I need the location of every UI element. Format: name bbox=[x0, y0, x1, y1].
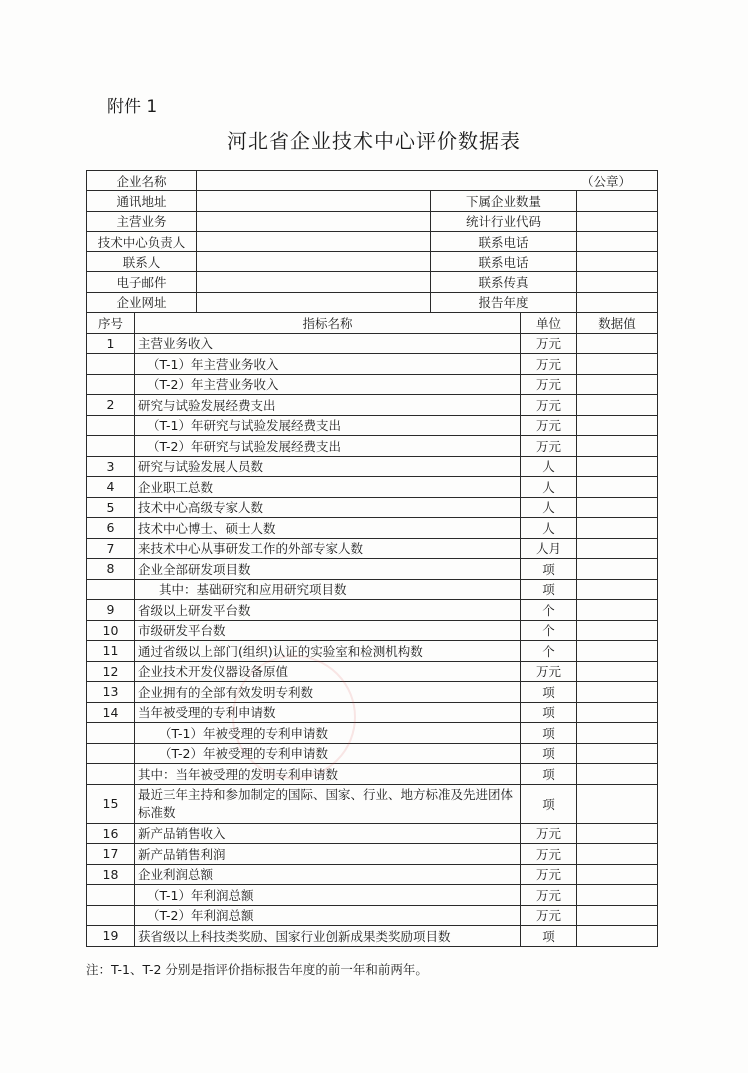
row-indicator-name: 其中：当年被受理的发明专利申请数 bbox=[135, 764, 521, 785]
table-row bbox=[87, 885, 658, 906]
company-name-field[interactable] bbox=[197, 171, 658, 191]
row-unit: 项 bbox=[521, 579, 577, 600]
row-indicator-name: 其中：基础研究和应用研究项目数 bbox=[135, 579, 521, 600]
row-indicator-name: （T-1）年研究与试验发展经费支出 bbox=[135, 415, 521, 436]
address-field[interactable] bbox=[197, 191, 431, 211]
row-seq: 6 bbox=[87, 518, 135, 539]
website-field[interactable] bbox=[197, 292, 431, 312]
row-indicator-name: 省级以上研发平台数 bbox=[135, 600, 521, 621]
row-value-field[interactable] bbox=[577, 764, 658, 785]
row-seq: 19 bbox=[87, 926, 135, 947]
table-row bbox=[87, 477, 658, 498]
table-row bbox=[87, 171, 658, 191]
row-unit: 项 bbox=[521, 764, 577, 785]
row-indicator-name: （T-1）年被受理的专利申请数 bbox=[135, 723, 521, 744]
row-indicator-name: 主营业务收入 bbox=[135, 333, 521, 354]
email-field[interactable] bbox=[197, 272, 431, 292]
row-indicator-name: 技术中心高级专家人数 bbox=[135, 497, 521, 518]
row-seq: 9 bbox=[87, 600, 135, 621]
table-row bbox=[87, 844, 658, 865]
row-seq bbox=[87, 374, 135, 395]
row-indicator-name: （T-2）年被受理的专利申请数 bbox=[135, 743, 521, 764]
row-unit: 项 bbox=[521, 559, 577, 580]
row-unit: 项 bbox=[521, 926, 577, 947]
table-row bbox=[87, 272, 658, 292]
row-seq bbox=[87, 885, 135, 906]
table-row bbox=[87, 926, 658, 947]
row-value-field[interactable] bbox=[577, 538, 658, 559]
row-indicator-name: 来技术中心从事研发工作的外部专家人数 bbox=[135, 538, 521, 559]
row-value-field[interactable] bbox=[577, 661, 658, 682]
row-unit: 万元 bbox=[521, 354, 577, 375]
row-unit: 万元 bbox=[521, 885, 577, 906]
row-indicator-name: 新产品销售收入 bbox=[135, 823, 521, 844]
row-unit: 项 bbox=[521, 702, 577, 723]
center-head-field[interactable] bbox=[197, 231, 431, 251]
table-row bbox=[87, 191, 658, 211]
row-indicator-name: 获省级以上科技类奖励、国家行业创新成果类奖励项目数 bbox=[135, 926, 521, 947]
row-unit: 人 bbox=[521, 497, 577, 518]
subsidiaries-field[interactable] bbox=[577, 191, 658, 211]
seal-stamp bbox=[232, 655, 356, 779]
phone-label: 联系电话 bbox=[431, 231, 577, 251]
row-indicator-name: 企业技术开发仪器设备原值 bbox=[135, 661, 521, 682]
table-row bbox=[87, 497, 658, 518]
header-value: 数据值 bbox=[577, 313, 658, 334]
row-unit: 万元 bbox=[521, 823, 577, 844]
row-unit: 万元 bbox=[521, 395, 577, 416]
row-seq: 12 bbox=[87, 661, 135, 682]
row-unit: 个 bbox=[521, 600, 577, 621]
attachment-label: 附件 1 bbox=[107, 97, 158, 117]
contact-label: 联系人 bbox=[87, 252, 197, 272]
table-row bbox=[87, 559, 658, 580]
company-info-table bbox=[86, 170, 658, 313]
row-indicator-name: 企业职工总数 bbox=[135, 477, 521, 498]
indicator-rows bbox=[87, 333, 658, 946]
table-row bbox=[87, 231, 658, 251]
row-indicator-name: 企业拥有的全部有效发明专利数 bbox=[135, 682, 521, 703]
row-indicator-name: （T-2）年研究与试验发展经费支出 bbox=[135, 436, 521, 457]
row-unit: 万元 bbox=[521, 374, 577, 395]
row-unit: 万元 bbox=[521, 661, 577, 682]
row-seq: 1 bbox=[87, 333, 135, 354]
row-indicator-name: 企业利润总额 bbox=[135, 864, 521, 885]
website-label: 企业网址 bbox=[87, 292, 197, 312]
row-value-field[interactable] bbox=[577, 518, 658, 539]
row-seq bbox=[87, 415, 135, 436]
table-row bbox=[87, 211, 658, 231]
row-unit: 万元 bbox=[521, 436, 577, 457]
row-indicator-name: 市级研发平台数 bbox=[135, 620, 521, 641]
indicator-table bbox=[86, 312, 658, 947]
row-unit: 万元 bbox=[521, 844, 577, 865]
footnote: 注：T-1、T-2 分别是指评价指标报告年度的前一年和前两年。 bbox=[86, 962, 428, 977]
row-indicator-name: （T-2）年主营业务收入 bbox=[135, 374, 521, 395]
table-row bbox=[87, 415, 658, 436]
fax-field[interactable] bbox=[577, 272, 658, 292]
table-row bbox=[87, 661, 658, 682]
row-seq: 7 bbox=[87, 538, 135, 559]
row-seq bbox=[87, 743, 135, 764]
row-value-field[interactable] bbox=[577, 600, 658, 621]
row-value-field[interactable] bbox=[577, 579, 658, 600]
row-indicator-name: 新产品销售利润 bbox=[135, 844, 521, 865]
table-row bbox=[87, 723, 658, 744]
row-value-field[interactable] bbox=[577, 702, 658, 723]
address-label: 通讯地址 bbox=[87, 191, 197, 211]
main-business-label: 主营业务 bbox=[87, 211, 197, 231]
row-seq: 14 bbox=[87, 702, 135, 723]
row-seq bbox=[87, 579, 135, 600]
row-seq: 4 bbox=[87, 477, 135, 498]
table-row bbox=[87, 702, 658, 723]
table-row bbox=[87, 518, 658, 539]
table-row bbox=[87, 864, 658, 885]
row-indicator-name: 研究与试验发展人员数 bbox=[135, 456, 521, 477]
row-indicator-name: 最近三年主持和参加制定的国际、国家、行业、地方标准及先进团体标准数 bbox=[135, 784, 521, 823]
row-value-field[interactable] bbox=[577, 477, 658, 498]
industry-code-label: 统计行业代码 bbox=[431, 211, 577, 231]
row-value-field[interactable] bbox=[577, 682, 658, 703]
table-row bbox=[87, 600, 658, 621]
row-seq bbox=[87, 905, 135, 926]
table-row bbox=[87, 436, 658, 457]
row-seq bbox=[87, 723, 135, 744]
row-value-field[interactable] bbox=[577, 456, 658, 477]
row-unit: 万元 bbox=[521, 864, 577, 885]
row-indicator-name: （T-1）年主营业务收入 bbox=[135, 354, 521, 375]
row-value-field[interactable] bbox=[577, 885, 658, 906]
row-value-field[interactable] bbox=[577, 333, 658, 354]
table-row bbox=[87, 764, 658, 785]
industry-code-field[interactable] bbox=[577, 211, 658, 231]
fax-label: 联系传真 bbox=[431, 272, 577, 292]
row-unit: 项 bbox=[521, 723, 577, 744]
row-seq bbox=[87, 764, 135, 785]
row-indicator-name: （T-2）年利润总额 bbox=[135, 905, 521, 926]
row-seq: 2 bbox=[87, 395, 135, 416]
row-unit: 人 bbox=[521, 456, 577, 477]
table-row bbox=[87, 620, 658, 641]
row-value-field[interactable] bbox=[577, 415, 658, 436]
row-unit: 项 bbox=[521, 784, 577, 823]
table-row bbox=[87, 292, 658, 312]
row-unit: 项 bbox=[521, 682, 577, 703]
row-unit: 万元 bbox=[521, 415, 577, 436]
table-row bbox=[87, 682, 658, 703]
row-unit: 万元 bbox=[521, 905, 577, 926]
row-seq: 16 bbox=[87, 823, 135, 844]
table-row bbox=[87, 905, 658, 926]
row-value-field[interactable] bbox=[577, 926, 658, 947]
row-indicator-name: 研究与试验发展经费支出 bbox=[135, 395, 521, 416]
table-row bbox=[87, 743, 658, 764]
row-seq: 3 bbox=[87, 456, 135, 477]
row-seq bbox=[87, 436, 135, 457]
company-name-label: 企业名称 bbox=[87, 171, 197, 191]
row-value-field[interactable] bbox=[577, 823, 658, 844]
row-unit: 人 bbox=[521, 518, 577, 539]
contact-phone-field[interactable] bbox=[577, 252, 658, 272]
row-value-field[interactable] bbox=[577, 620, 658, 641]
table-row bbox=[87, 538, 658, 559]
row-value-field[interactable] bbox=[577, 436, 658, 457]
row-value-field[interactable] bbox=[577, 497, 658, 518]
row-value-field[interactable] bbox=[577, 559, 658, 580]
row-unit: 人月 bbox=[521, 538, 577, 559]
row-unit: 个 bbox=[521, 620, 577, 641]
row-value-field[interactable] bbox=[577, 844, 658, 865]
table-row bbox=[87, 354, 658, 375]
header-unit: 单位 bbox=[521, 313, 577, 334]
table-row bbox=[87, 252, 658, 272]
row-indicator-name: 企业全部研发项目数 bbox=[135, 559, 521, 580]
row-value-field[interactable] bbox=[577, 395, 658, 416]
main-business-field[interactable] bbox=[197, 211, 431, 231]
row-seq: 10 bbox=[87, 620, 135, 641]
row-seq: 18 bbox=[87, 864, 135, 885]
table-row bbox=[87, 823, 658, 844]
row-indicator-name: 通过省级以上部门(组织)认证的实验室和检测机构数 bbox=[135, 641, 521, 662]
row-seq: 17 bbox=[87, 844, 135, 865]
table-header-row bbox=[87, 313, 658, 334]
row-value-field[interactable] bbox=[577, 743, 658, 764]
row-seq: 13 bbox=[87, 682, 135, 703]
row-seq: 5 bbox=[87, 497, 135, 518]
row-seq: 8 bbox=[87, 559, 135, 580]
email-label: 电子邮件 bbox=[87, 272, 197, 292]
table-row bbox=[87, 579, 658, 600]
header-name: 指标名称 bbox=[135, 313, 521, 334]
contact-phone-label: 联系电话 bbox=[431, 252, 577, 272]
row-value-field[interactable] bbox=[577, 723, 658, 744]
phone-field[interactable] bbox=[577, 231, 658, 251]
contact-field[interactable] bbox=[197, 252, 431, 272]
table-row bbox=[87, 456, 658, 477]
row-indicator-name: （T-1）年利润总额 bbox=[135, 885, 521, 906]
row-unit: 万元 bbox=[521, 333, 577, 354]
row-value-field[interactable] bbox=[577, 784, 658, 823]
row-value-field[interactable] bbox=[577, 864, 658, 885]
row-seq: 11 bbox=[87, 641, 135, 662]
row-indicator-name: 当年被受理的专利申请数 bbox=[135, 702, 521, 723]
seal-label: （公章） bbox=[580, 173, 631, 189]
row-value-field[interactable] bbox=[577, 374, 658, 395]
row-unit: 个 bbox=[521, 641, 577, 662]
report-year-label: 报告年度 bbox=[431, 292, 577, 312]
table-row bbox=[87, 333, 658, 354]
table-row bbox=[87, 395, 658, 416]
row-indicator-name: 技术中心博士、硕士人数 bbox=[135, 518, 521, 539]
row-unit: 人 bbox=[521, 477, 577, 498]
table-row bbox=[87, 374, 658, 395]
row-value-field[interactable] bbox=[577, 354, 658, 375]
page-title: 河北省企业技术中心评价数据表 bbox=[227, 129, 521, 153]
center-head-label: 技术中心负责人 bbox=[87, 231, 197, 251]
table-row bbox=[87, 784, 658, 823]
row-seq: 15 bbox=[87, 784, 135, 823]
row-value-field[interactable] bbox=[577, 905, 658, 926]
report-year-field[interactable] bbox=[577, 292, 658, 312]
row-unit: 项 bbox=[521, 743, 577, 764]
row-seq bbox=[87, 354, 135, 375]
header-seq: 序号 bbox=[87, 313, 135, 334]
subsidiaries-label: 下属企业数量 bbox=[431, 191, 577, 211]
row-value-field[interactable] bbox=[577, 641, 658, 662]
table-row bbox=[87, 641, 658, 662]
